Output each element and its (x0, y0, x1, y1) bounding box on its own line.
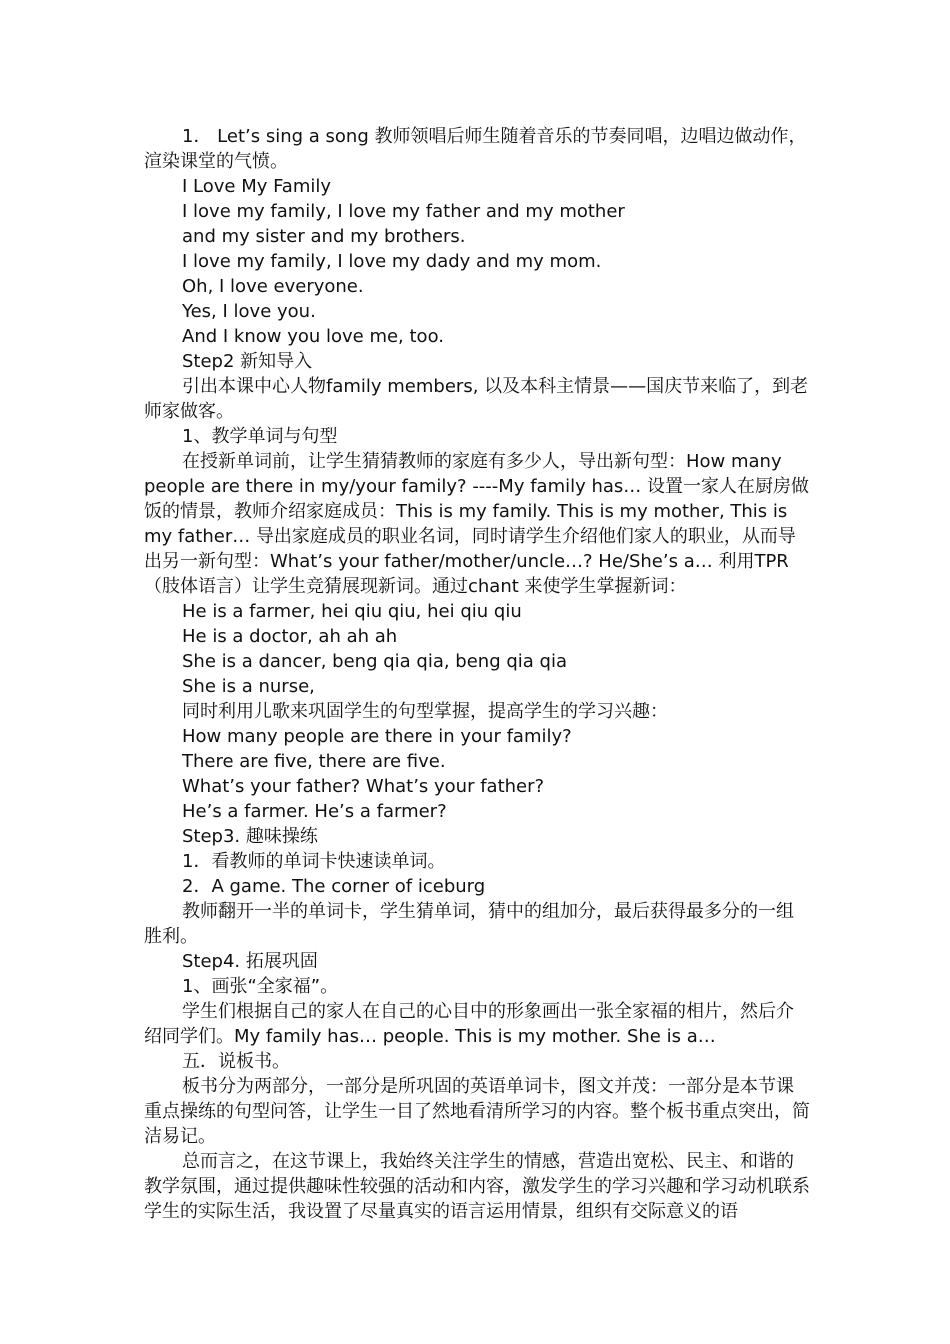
song-line: I love my family, I love my dady and my mom. (182, 251, 602, 272)
step4-heading: Step4. 拓展巩固 (182, 951, 318, 972)
rhyme-line: He’s a farmer. He’s a farmer? (182, 801, 447, 822)
song-line: And I know you love me, too. (182, 326, 444, 347)
list-item: 2．A game. The corner of iceburg (182, 876, 486, 897)
paragraph-sing-song: 1． Let’s sing a song 教师领唱后师生随着音乐的节奏同唱，边唱边做动作，渲染课堂的气愤。 (144, 126, 807, 172)
document-body (144, 124, 810, 1224)
paragraph-family-photo: 学生们根据自己的家人在自己的心目中的形象画出一张全家福的相片，然后介绍同学们。My family has… people. This is my mother. She is a… (144, 1001, 794, 1047)
song-line: I love my family, I love my father and my mother (182, 201, 625, 222)
song-line: Yes, I love you. (182, 301, 316, 322)
chant-line: She is a nurse, (182, 676, 315, 697)
paragraph-introduction: 引出本课中心人物family members, 以及本科主情景——国庆节来临了，到老师家做客。 (144, 376, 809, 422)
song-line: and my sister and my brothers. (182, 226, 466, 247)
rhyme-line: There are five, there are five. (182, 751, 446, 772)
section-heading-blackboard: 五．说板书。 (182, 1051, 290, 1072)
paragraph-game-rules: 教师翻开一半的单词卡，学生猜单词，猜中的组加分，最后获得最多分的一组胜利。 (144, 901, 794, 947)
paragraph-rhyme-intro: 同时利用儿歌来巩固学生的句型掌握，提高学生的学习兴趣： (182, 701, 668, 722)
step2-heading: Step2 新知导入 (182, 351, 313, 372)
chant-line: He is a doctor, ah ah ah (182, 626, 398, 647)
paragraph-summary: 总而言之，在这节课上，我始终关注学生的情感，营造出宽松、民主、和谐的教学氛围，通过提供趣味性较强的活动和内容，激发学生的学习兴趣和学习动机联系学生的实际生活，我设置了尽量真实的语言运用情景，组织有交际意义的语 (144, 1151, 810, 1222)
song-line: Oh, I love everyone. (182, 276, 364, 297)
chant-line: He is a farmer, hei qiu qiu, hei qiu qiu (182, 601, 522, 622)
step3-heading: Step3. 趣味操练 (182, 826, 318, 847)
list-item: 1、画张“全家福”。 (182, 976, 339, 997)
song-title: I Love My Family (182, 176, 332, 197)
paragraph-blackboard: 板书分为两部分，一部分是所巩固的英语单词卡，图文并茂：一部分是本节课重点操练的句型问答，让学生一目了然地看清所学习的内容。整个板书重点突出，简洁易记。 (144, 1076, 810, 1147)
section-heading-vocabulary: 1、教学单词与句型 (182, 426, 338, 447)
rhyme-line: How many people are there in your family? (182, 726, 572, 747)
list-item: 1．看教师的单词卡快速读单词。 (182, 851, 446, 872)
chant-line: She is a dancer, beng qia qia, beng qia qia (182, 651, 567, 672)
rhyme-line: What’s your father? What’s your father? (182, 776, 545, 797)
paragraph-vocabulary-teaching: 在授新单词前，让学生猜猜教师的家庭有多少人，导出新句型：How many people are there in my/your family? ----My family has… 设置一家人在厨房做饭的情景，教师介绍家庭成员：This is my family. This is my mother, This is my father… 导出家庭成员的职业名词，同时请学生介绍他们家人的职业，从而导出另一新句型：What’s your father/mother/uncle…? He/She’s a… 利用TPR（肢体语言）让学生竞猜展现新词。通过chant 来使学生掌握新词： (144, 451, 810, 597)
